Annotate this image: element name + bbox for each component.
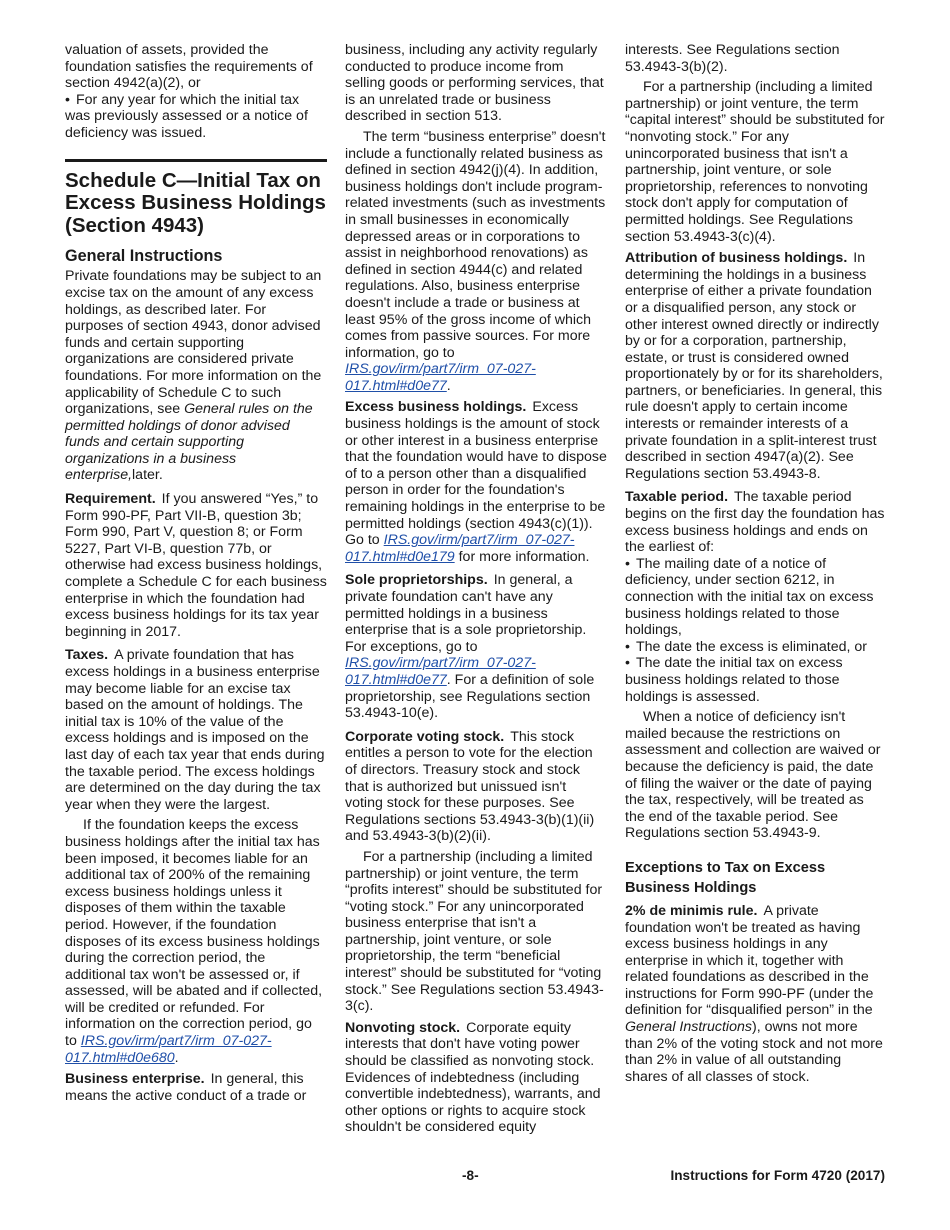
column-2 xyxy=(345,42,607,1143)
de-minimis-label: 2% de minimis rule. xyxy=(625,902,758,919)
requirement-label: Requirement. xyxy=(65,491,156,508)
section-divider xyxy=(65,159,327,162)
schedule-c-title: Schedule C—Initial Tax on Excess Business Holdings (Section 4943) xyxy=(65,168,326,237)
column-1 xyxy=(65,42,327,1111)
general-rules-reference: General rules on the permitted holdings of donor advised funds and certain supporting organizations in a business enterprise, xyxy=(65,401,313,484)
irs-link-d0e179[interactable]: IRS.gov/irm/part7/irm_07-027-017.html#d0e179 xyxy=(345,532,575,565)
taxes-label: Taxes. xyxy=(65,647,109,664)
excess-business-holdings-label: Excess business holdings. xyxy=(345,399,527,416)
corporate-voting-stock-label: Corporate voting stock. xyxy=(345,728,505,745)
bullet-item xyxy=(65,92,327,142)
requirement-paragraph: Requirement. If you answered “Yes,” to Form 990-PF, Part VII-B, question 3b; Form 990, Part V, question 8; or Form 5227, Part VI-B, question 77b, or otherwise had excess business holdings, complete a Schedule C for each business enterprise in which the foundation had excess business holdings for its tax year beginning in 2017. xyxy=(65,491,327,640)
excess-business-holdings-paragraph: Excess business holdings. Excess business holdings is the amount of stock or other interest in a business enterprise that the foundation would have to dispose of to a person other than a disqualified person in order for the foundation's remaining holdings in the enterprise to be permitted holdings (section 4943(c)(1)). Go to IRS.gov/irm/part7/irm_07-027-017.html#d0e179 for more information. xyxy=(345,399,607,565)
general-instructions-reference: General Instructions xyxy=(625,1019,752,1036)
irs-link-d0e680[interactable]: IRS.gov/irm/part7/irm_07-027-017.html#d0e680 xyxy=(65,1033,272,1066)
bullet-icon: • xyxy=(65,91,70,108)
general-instructions-heading: General Instructions xyxy=(65,247,223,266)
attribution-paragraph: Attribution of business holdings. In determining the holdings in a business enterprise of either a private foundation or a disqualified person, any stock or other interest owned directly or indirectly by or for a corporation, partnership, estate, or trust is considered owned proportionately by or for its shareholders, partners, or beneficiaries. In general, this rule doesn't apply to certain income interests or remainder interests of a private foundation in a split-interest trust described in section 4947(a)(2). See Regulations section 53.4943-8. xyxy=(625,250,883,482)
paragraph-continued: interests. See Regulations section 53.4943-3(b)(2). xyxy=(625,42,840,75)
paragraph-continued: business, including any activity regularly conducted to produce income from selling goods or performing services, that is an unrelated trade or business described in section 513. xyxy=(345,42,604,125)
general-instructions-text: Private foundations may be subject to an excise tax on the amount of any excess holdings, as described later. For purposes of section 4943, donor advised funds and certain supporting organizations are considered private foundations. For more information on the applicability of Schedule C to such organizations, see General rules on the permitted holdings of donor advised funds and certain supporting organizations in a business enterprise,later. xyxy=(65,268,322,484)
bullet-icon: • xyxy=(625,655,630,672)
additional-tax-paragraph: If the foundation keeps the excess business holdings after the initial tax has been imposed, it becomes liable for an additional tax of 200% of the remaining excess business holdings unless it disposes of them within the taxable period. However, if the foundation disposes of its excess business holdings during the correction period, the additional tax won't be assessed or, if assessed, will be abated and if collected, will be credited or refunded. For information on the correction period, go to IRS.gov/irm/part7/irm_07-027-017.html#d0e680. xyxy=(65,817,323,1066)
bullet-icon: • xyxy=(625,638,630,655)
footer-document-title: Instructions for Form 4720 (2017) xyxy=(670,1168,885,1183)
taxable-period-bullet: • The date the initial tax on excess business holdings related to those holdings is assessed. xyxy=(625,655,843,705)
taxable-period-paragraph: Taxable period. The taxable period begins on the first day the foundation has excess business holdings and ends on the earliest of: xyxy=(625,489,885,556)
partnership-capital-paragraph: For a partnership (including a limited partnership) or joint venture, the term “capital interest” should be substituted for “nonvoting stock.” For any unincorporated business that isn't a partnership, joint venture, or sole proprietorship, references to nonvoting stock don't apply for computation of permitted holdings. See Regulations section 53.4943-3(c)(4). xyxy=(625,79,885,245)
sole-proprietorships-label: Sole proprietorships. xyxy=(345,572,488,589)
exceptions-heading: Exceptions to Tax on Excess Business Holdings xyxy=(625,859,826,896)
sole-proprietorships-paragraph: Sole proprietorships. In general, a private foundation can't have any permitted holdings in a business enterprise that is a sole proprietorship. For exceptions, go to IRS.gov/irm/part7/irm_07-027-017.html#d0e77. For a definition of sole proprietorship, see Regulations section 53.4943-10(e). xyxy=(345,572,595,722)
corporate-voting-stock-paragraph: Corporate voting stock. This stock entitles a person to vote for the election of directors. Treasury stock and stock that is authorized but unissued isn't voting stock for these purposes. See Regulations sections 53.4943-3(b)(1)(ii) and 53.4943-3(b)(2)(ii). xyxy=(345,728,595,845)
business-enterprise-paragraph: Business enterprise. In general, this means the active conduct of a trade or xyxy=(65,1071,307,1104)
notice-of-deficiency-paragraph: When a notice of deficiency isn't mailed because the restrictions on assessment and collection are waived or because the deficiency is paid, the date of filing the waiver or the date of paying the tax, respectively, will be treated as the end of the taxable period. See Regulations section 53.4943-9. xyxy=(625,709,881,842)
nonvoting-stock-paragraph: Nonvoting stock. Corporate equity interests that don't have voting power should be classified as nonvoting stock. Evidences of indebtedness (including convertible indebtedness), warrants, and other options or rights to acquire stock shouldn't be considered equity xyxy=(345,1019,601,1136)
de-minimis-paragraph: 2% de minimis rule. A private foundation won't be treated as having excess business holdings in any enterprise in which it, together with related foundations as described in the instructions for Form 990-PF (under the definition for “disqualified person” in the General Instructions), owns not more than 2% of the voting stock and not more than 2% in value of all outstanding shares of all classes of stock. xyxy=(625,902,883,1085)
bullet-icon: • xyxy=(625,555,630,572)
page-number: -8- xyxy=(462,1168,479,1183)
business-enterprise-term-paragraph: The term “business enterprise” doesn't include a functionally related business as defined in section 4942(j)(4). In addition, business holdings don't include program-related investments (such as investments in small businesses in economically depressed areas or in corporations to assist in neighborhood renovations) as defined in section 4944(c) and related regulations. Also, business enterprise doesn't include a trade or business at least 95% of the gross income of which comes from passive sources. For more information, go to IRS.gov/irm/part7/irm_07-027-017.html#d0e77. xyxy=(345,128,606,394)
paragraph-continued: valuation of assets, provided the foundation satisfies the requirements of section 4942(a)(2), or xyxy=(65,42,313,92)
taxes-paragraph: Taxes. A private foundation that has excess holdings in a business enterprise may become liable for an excise tax based on the amount of holdings. The initial tax is 10% of the value of the excess holdings and is imposed on the last day of each tax year that ends during the taxable period. The excess holdings are determined on the day during the tax year when they were the largest. xyxy=(65,647,325,813)
irs-link-d0e77[interactable]: IRS.gov/irm/part7/irm_07-027-017.html#d0e77 xyxy=(345,361,536,394)
taxable-period-bullet: • The mailing date of a notice of deficiency, under section 6212, in connection with the initial tax on excess business holdings related to those holdings, xyxy=(625,555,874,639)
bullet-text: For any year for which the initial tax was previously assessed or a notice of deficiency was issued. xyxy=(65,91,308,141)
column-3 xyxy=(625,42,887,1092)
business-enterprise-label: Business enterprise. xyxy=(65,1071,205,1088)
partnership-profits-paragraph: For a partnership (including a limited partnership) or joint venture, the term “profits interest” should be substituted for “voting stock.” For any unincorporated business enterprise that isn't a partnership, joint venture, or sole proprietorship, the term “beneficial interest” should be substituted for “voting stock.” See Regulations section 53.4943-3(c). xyxy=(345,848,604,1015)
taxable-period-bullet: • The date the excess is eliminated, or xyxy=(625,638,868,655)
taxable-period-label: Taxable period. xyxy=(625,489,729,506)
irs-link-d0e77-second[interactable]: IRS.gov/irm/part7/irm_07-027-017.html#d0e77 xyxy=(345,655,536,688)
attribution-label: Attribution of business holdings. xyxy=(625,250,848,267)
nonvoting-stock-label: Nonvoting stock. xyxy=(345,1019,461,1036)
